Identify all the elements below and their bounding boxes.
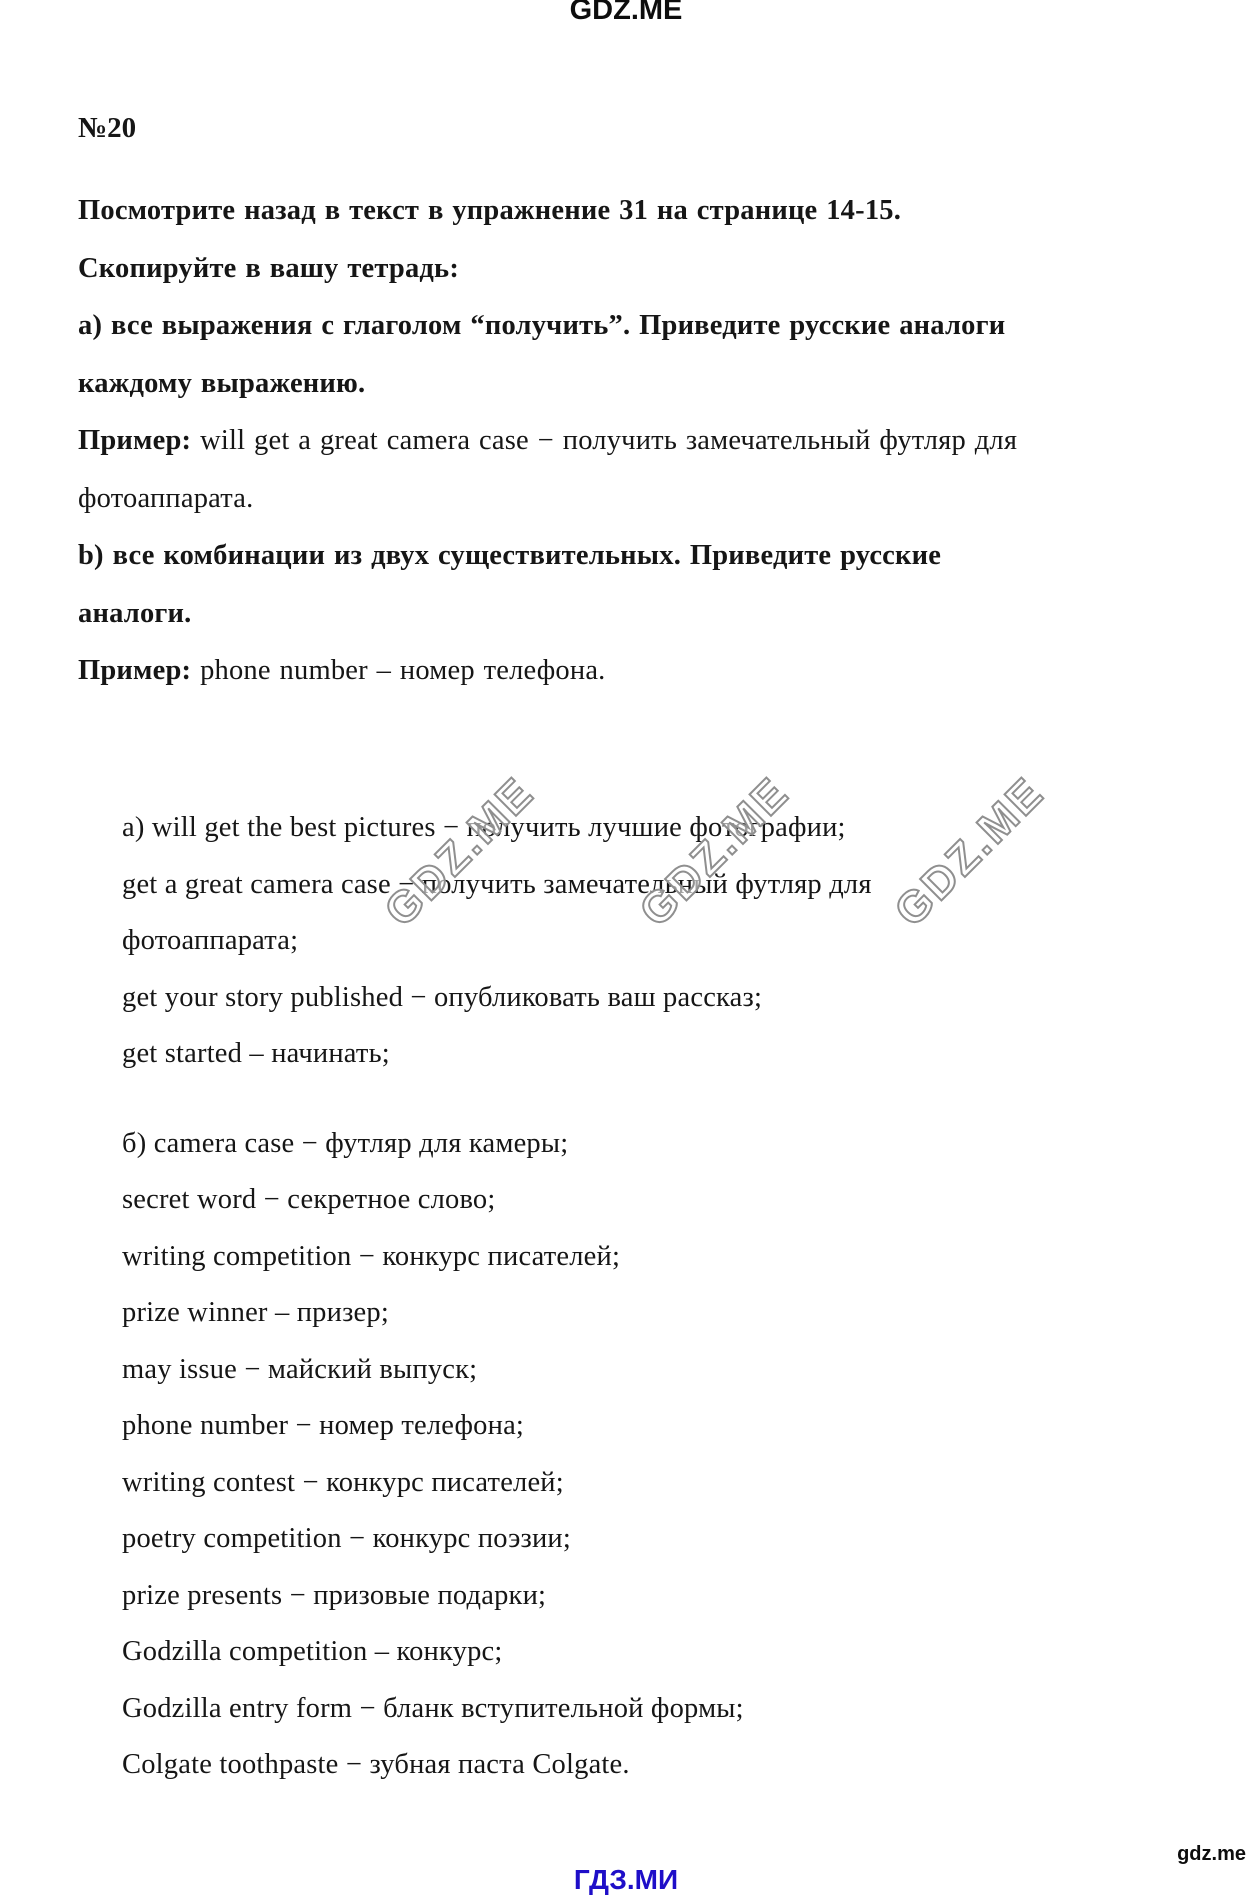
regular-text: фотоаппарата. [78, 482, 254, 514]
bold-text: каждому выражению. [78, 367, 366, 399]
answer-line [122, 1455, 872, 1512]
regular-text: prize presents − призовые подарки; [122, 1579, 547, 1611]
answer-line [122, 1229, 872, 1286]
bold-text: Скопируйте в вашу тетрадь: [78, 252, 460, 284]
regular-text: secret word − секретное слово; [122, 1184, 496, 1215]
regular-text: get started – начинать; [122, 1038, 390, 1069]
answer-line [122, 1737, 872, 1794]
regular-text: will get a great camera case − получить замечательный футляр для [191, 425, 1018, 456]
bold-text: аналоги. [78, 597, 192, 629]
answers-section-b [122, 1116, 872, 1794]
bold-text: а) все выражения с глаголом “получить”. Приведите русские аналоги [78, 310, 1006, 341]
bold-text: Пример: [78, 655, 192, 686]
bold-text: Пример: [78, 425, 192, 456]
answer-line [122, 1568, 872, 1625]
regular-text: poetry competition − конкурс поэзии; [122, 1523, 571, 1554]
instruction-line [78, 412, 1017, 470]
bold-text: Посмотрите назад в текст в упражнение 31 на странице 14-15. [78, 195, 902, 226]
regular-text: б) camera case − футляр для камеры; [122, 1127, 569, 1159]
regular-text: а) will get the best pictures − получить лучшие фотографии; [122, 812, 846, 843]
answer-line [122, 1511, 872, 1568]
answers-block [122, 800, 872, 1794]
instruction-line [78, 182, 1017, 240]
exercise-number: №20 [78, 112, 137, 144]
answer-line [122, 1285, 872, 1342]
site-logo-header: GDZ.ME [569, 0, 683, 26]
instruction-line [78, 585, 1017, 643]
answer-line [122, 970, 872, 1027]
answer-line [122, 1624, 872, 1681]
regular-text: phone number − номер телефона; [122, 1410, 525, 1441]
answer-line [122, 857, 872, 914]
regular-text: phone number – номер телефона. [191, 655, 606, 686]
answer-line [122, 1681, 872, 1738]
bold-text: b) все комбинации из двух существительных. Приведите русские [78, 540, 942, 571]
instructions-block [78, 182, 1017, 700]
watermark-gdzme: GDZ.ME [375, 767, 544, 936]
instruction-line [78, 470, 1017, 528]
regular-text: get a great camera case − получить замечательный футляр для [122, 868, 872, 900]
regular-text: writing contest − конкурс писателей; [122, 1466, 564, 1498]
answer-line [122, 800, 872, 857]
regular-text: Godzilla competition – конкурс; [122, 1636, 503, 1667]
instruction-line [78, 527, 1017, 585]
instruction-line [78, 355, 1017, 413]
regular-text: prize winner – призер; [122, 1297, 389, 1328]
regular-text: writing competition − конкурс писателей; [122, 1240, 621, 1272]
answer-line [122, 913, 872, 970]
regular-text: фотоаппарата; [122, 925, 299, 956]
watermark-gdzme: GDZ.ME [885, 767, 1054, 936]
watermark-gdzme: GDZ.ME [630, 767, 799, 936]
instruction-line [78, 642, 1017, 700]
regular-text: Colgate toothpaste − зубная паста Colgate. [122, 1749, 630, 1780]
regular-text: get your story published − опубликовать ваш рассказ; [122, 981, 763, 1013]
footer-center-logo: ГДЗ.МИ [573, 1864, 679, 1895]
instruction-line [78, 297, 1017, 355]
answers-section-a [122, 800, 872, 1083]
answer-line [122, 1172, 872, 1229]
regular-text: may issue − майский выпуск; [122, 1353, 478, 1385]
answer-line [122, 1342, 872, 1399]
regular-text: Godzilla entry form − бланк вступительной формы; [122, 1692, 744, 1724]
answer-line [122, 1026, 872, 1083]
answer-line [122, 1398, 872, 1455]
answer-line [122, 1116, 872, 1173]
instruction-line [78, 240, 1017, 298]
footer-right-logo: gdz.me [1177, 1843, 1246, 1865]
